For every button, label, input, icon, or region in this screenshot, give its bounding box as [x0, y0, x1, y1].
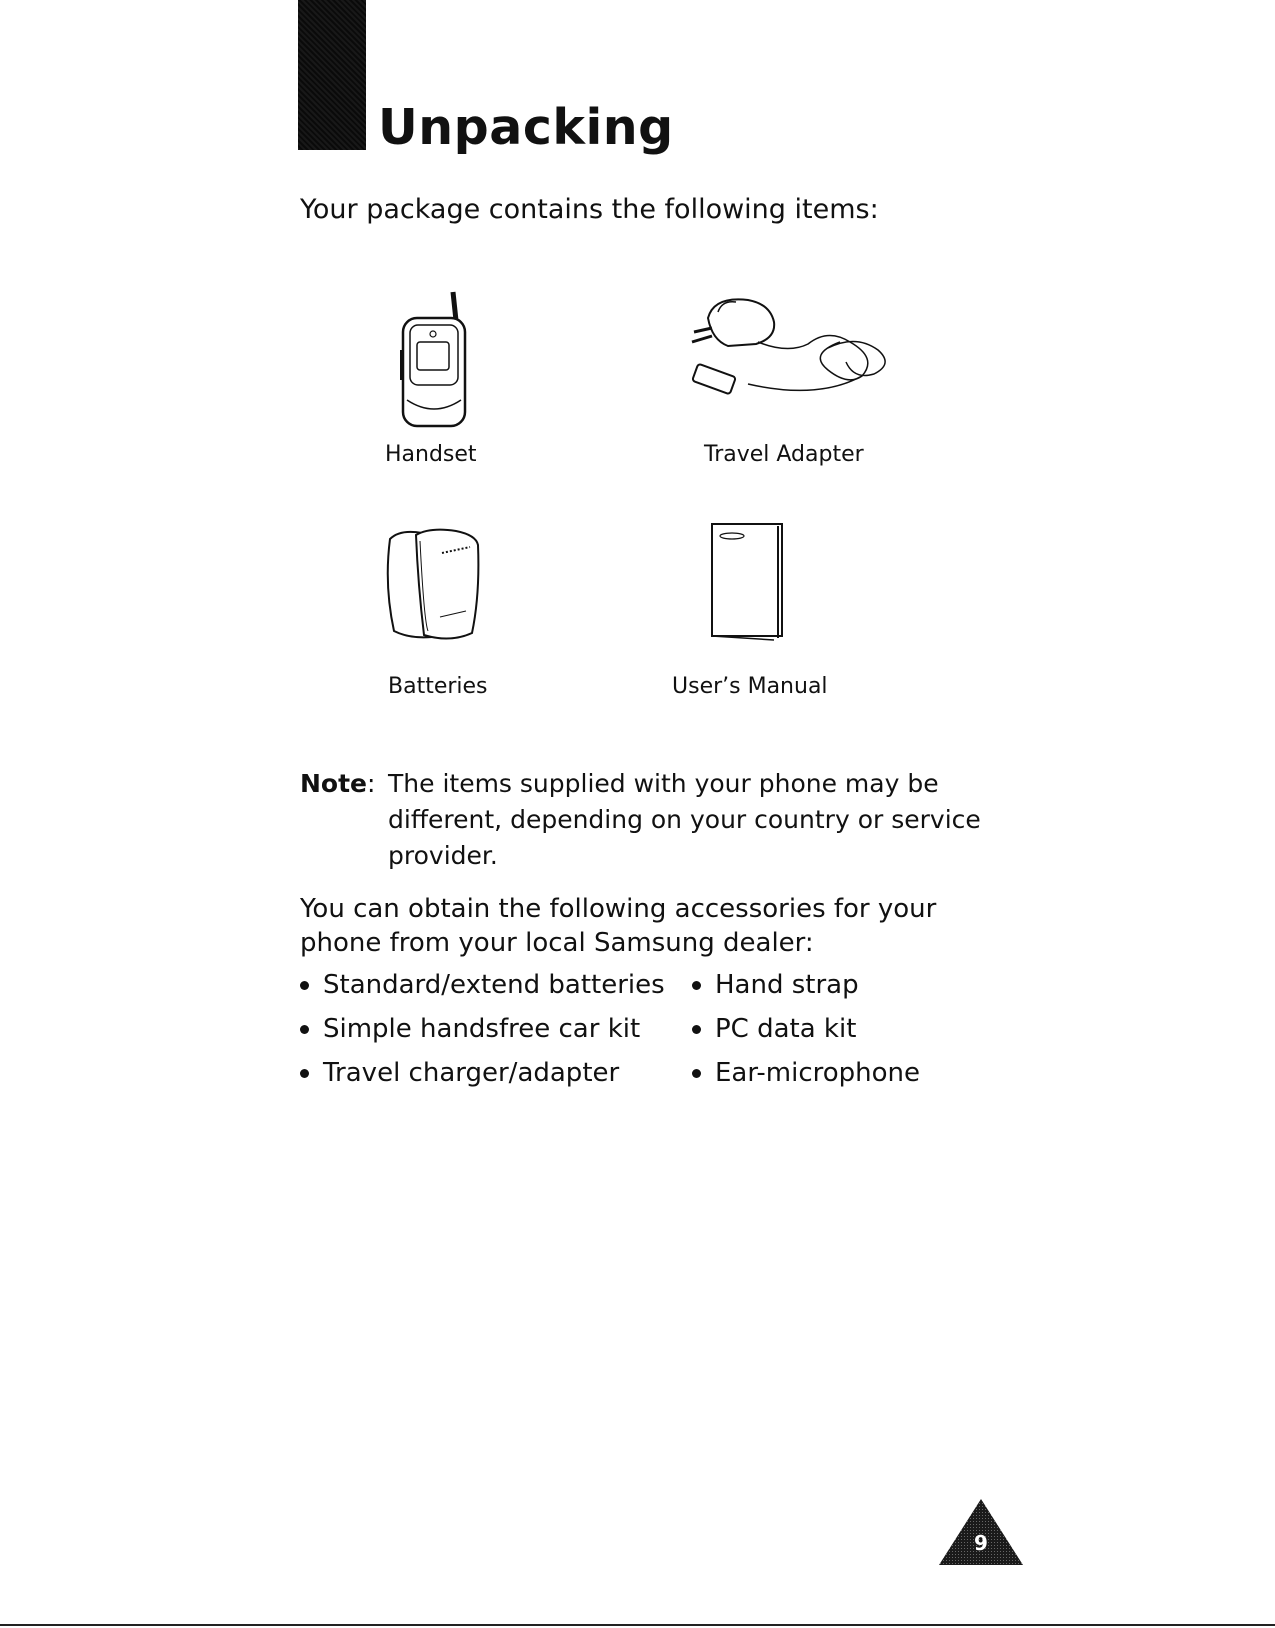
note-block [300, 766, 1000, 870]
item-caption-manual: User’s Manual [672, 674, 828, 699]
manual-icon [708, 520, 790, 644]
title-marker-bar [298, 0, 366, 150]
list-item: PC data kit [692, 1014, 856, 1044]
note-label: Note [300, 769, 368, 798]
item-caption-batteries: Batteries [388, 674, 488, 699]
bullet-icon [300, 1069, 309, 1078]
bullet-icon [692, 981, 701, 990]
note-text: The items supplied with your phone may be different, depending on your country or service provider. [388, 769, 981, 870]
batteries-icon [380, 525, 484, 643]
bullet-icon [692, 1069, 701, 1078]
list-item: Travel charger/adapter [300, 1058, 619, 1088]
list-item: Hand strap [692, 970, 859, 1000]
list-item: Simple handsfree car kit [300, 1014, 640, 1044]
bullet-icon [300, 1025, 309, 1034]
bottom-divider [0, 1624, 1275, 1626]
travel-adapter-icon [678, 288, 906, 416]
page-title: Unpacking [378, 99, 674, 156]
item-caption-handset: Handset [385, 442, 477, 467]
page-number: 9 [974, 1531, 988, 1555]
note-colon: : [367, 769, 376, 798]
intro-text: Your package contains the following items: [300, 194, 879, 225]
accessories-intro: You can obtain the following accessories for your phone from your local Samsung dealer: [300, 894, 937, 958]
bullet-icon [300, 981, 309, 990]
bullet-icon [692, 1025, 701, 1034]
item-caption-travel-adapter: Travel Adapter [704, 442, 864, 467]
list-item: Ear-microphone [692, 1058, 920, 1088]
handset-icon [395, 290, 475, 430]
list-item: Standard/extend batteries [300, 970, 665, 1000]
